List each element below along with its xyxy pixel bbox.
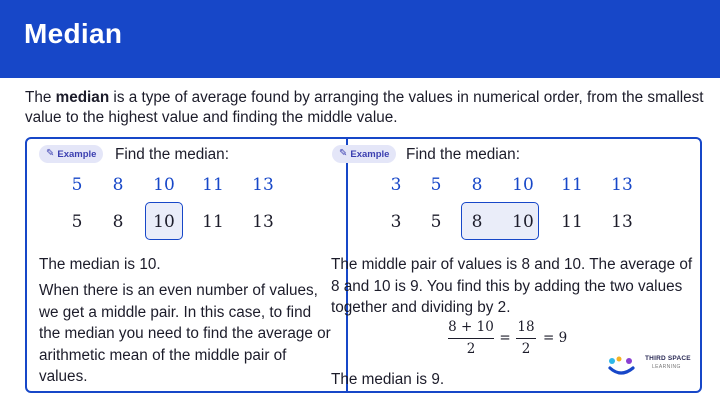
left-sorted-value: 5: [71, 212, 83, 232]
right-unsorted-value: 5: [430, 175, 442, 195]
fraction-bar: [516, 338, 536, 339]
pencil-icon: ✎: [339, 148, 348, 159]
left-unsorted-value: 10: [153, 175, 175, 195]
right-sorted-value: 11: [561, 212, 583, 232]
logo-text-line1: THIRD SPACE: [645, 355, 691, 362]
left-result: The median is 10.: [39, 256, 161, 273]
average-formula: [445, 319, 585, 363]
left-sorted-value: 8: [112, 212, 124, 232]
intro-text-rest: is a type of average found by arranging the values in numerical order, from the smallest value to the highest value and finding the middle value.: [25, 89, 704, 126]
intro-bold-term: median: [55, 89, 110, 106]
right-prompt: Find the median:: [406, 146, 520, 163]
example-badge-right: [332, 145, 396, 163]
intro-paragraph: [25, 88, 705, 128]
intro-text-start: The: [25, 89, 56, 106]
title-banner: [0, 0, 720, 78]
right-sorted-value: 10: [512, 212, 534, 232]
left-unsorted-value: 5: [71, 175, 83, 195]
right-explanation: The middle pair of values is 8 and 10. The average of 8 and 10 is 9. You find this by adding the two values together and dividing by 2.: [331, 256, 693, 316]
left-sorted-value: 11: [202, 212, 224, 232]
right-unsorted-value: 3: [390, 175, 402, 195]
left-explanation: When there is an even number of values, we get a middle pair. In this case, to find the median you need to find the average or arithmetic mean of the middle pair of values.: [39, 282, 331, 385]
right-unsorted-value: 13: [611, 175, 633, 195]
right-result: The median is 9.: [331, 371, 445, 388]
left-sorted-value: 13: [252, 212, 274, 232]
formula-numerator: 18: [517, 319, 535, 335]
pencil-icon: ✎: [46, 148, 55, 159]
example-badge-label: Example: [350, 148, 390, 160]
example-badge-label: Example: [57, 148, 97, 160]
right-unsorted-value: 10: [512, 175, 534, 195]
right-unsorted-value: 11: [561, 175, 583, 195]
left-unsorted-value: 8: [112, 175, 124, 195]
third-space-learning-logo: [607, 353, 699, 377]
left-sorted-value: 10: [153, 212, 175, 232]
right-sorted-value: 3: [390, 212, 402, 232]
right-sorted-value: 13: [611, 212, 633, 232]
page-title: Median: [24, 18, 123, 49]
formula-denominator: 2: [466, 341, 476, 357]
left-unsorted-value: 13: [252, 175, 274, 195]
logo-text-line2: LEARNING: [652, 364, 681, 370]
left-unsorted-value: 11: [202, 175, 224, 195]
formula-denominator: 2: [521, 341, 531, 357]
formula-result: = 9: [543, 330, 568, 346]
logo-mark-icon: [607, 355, 637, 377]
example-badge-left: [39, 145, 103, 163]
right-sorted-value: 8: [471, 212, 483, 232]
fraction-bar: [448, 338, 494, 339]
formula-equals: =: [499, 330, 511, 346]
right-sorted-value: 5: [430, 212, 442, 232]
left-prompt: Find the median:: [115, 146, 229, 163]
formula-numerator: 8 + 10: [448, 319, 494, 335]
right-unsorted-value: 8: [471, 175, 483, 195]
examples-panel: [25, 137, 702, 393]
